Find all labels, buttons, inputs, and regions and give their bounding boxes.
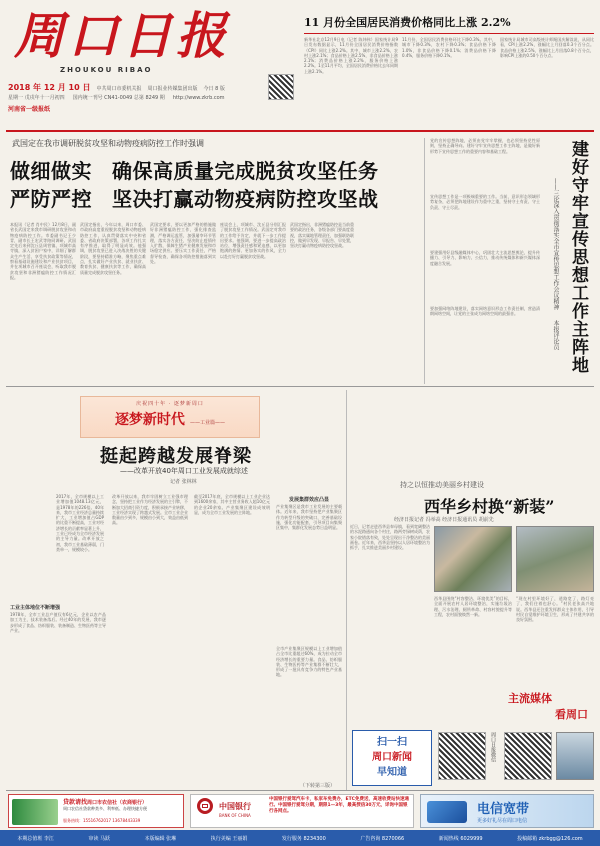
lead-column-3: 武国定要求，要以更加严格的措施做好非洲猪瘟防控工作，强化排查监测，严格调运监管，加强屠宰环节管理，落实各方责任，坚决防止疫情传入扩散，保障生猪产业健康发展和市场稳定供应。要压实工作责任，严格督导检查，确保各项防控措施落到实处。 — [150, 222, 216, 265]
feature-byline: 记者 张林林 — [170, 479, 197, 485]
cpi-column-2: 11月份，全国居民消费价格环比下降0.3%。其中，城市下降0.3%，农村下降0.3%；食品价格下降1.0%，非食品价格下降0.1%；消费品价格下降0.4%，服务价格下降0.1%。 — [402, 37, 496, 58]
footer-item-2: 审读 马跃 — [88, 835, 111, 842]
feature-banner-main: 逐梦新时代 — [114, 412, 185, 428]
footer-item-7: 新闻热线 6029999 — [438, 835, 483, 842]
qr-code-icon — [268, 74, 294, 100]
loan-desc: 周口农信社贷款种类多、利率低、办理快捷方便 — [63, 806, 147, 811]
feature-column-4: 截至2017年底，全市规模以上工业企业达到1600余家，其中主营业务收入超10亿元的企业20余家。产业集聚区建设成效明显，成为全市工业发展的主阵地。 — [194, 494, 270, 515]
lead-column-5: 武国定指出，非洲猪瘟防控是当前重要的政治任务，各级各部门要高度重视，落实属地管理责任，加强联防联控，做到早发现、早报告、早处置，坚决打赢动物疫病防控攻坚战。 — [290, 222, 354, 249]
sponsor-2: 周口报业传媒集团出版 — [147, 86, 198, 92]
village-photo-2 — [516, 526, 594, 592]
telecom-ad[interactable] — [420, 794, 594, 828]
loan-title: 贷款请找 — [63, 799, 88, 806]
boc-name: 中国银行 — [219, 801, 251, 811]
masthead-info — [8, 82, 298, 113]
scan-line-3: 早知道 — [377, 767, 407, 778]
telecom-title: 电信宽带 — [477, 802, 530, 817]
commentary-author: 本报评论员 — [552, 320, 559, 350]
cpi-column-1: 新华社北京12月9日电（记者 陈炜伟）国家统计局9日发布数据显示，11月份全国居民消费价格指数（CPI）同比上涨2.2%。其中，城市上涨2.2%，农村上涨2.1%；食品价格上涨2.5%，非食品价格上涨2.1%；消费品价格上涨2.2%，服务价格上涨2.2%。1至11月平均，全国居民消费价格比去年同期上涨2.1%。 — [304, 37, 398, 74]
footer-item-5: 发行服务 8234300 — [281, 835, 326, 842]
promo-mainstream: 主流媒体 — [508, 692, 552, 705]
lead-headline-left-2: 严防严控 — [10, 187, 92, 211]
feature-subhead: ——改革开放40年周口工业发展成就综述 — [120, 467, 248, 475]
feature-column-6: 全市产业集聚区规模以上工业增加值占全市比重超过60%，成为拉动全市经济增长的重要力量。食品、纺织服装、生物医药等产业集群不断壮大，形成了一批具有竞争力的特色产业基地。 — [276, 646, 342, 678]
footer-bar — [0, 830, 600, 846]
loan-ad[interactable] — [8, 794, 184, 828]
issue-info: 国内统一刊号 CN41-0049 总第 8249 期 — [72, 95, 165, 101]
mainstream-promo — [508, 690, 594, 724]
village-column-1: 近日，记者走进西华县奉母镇，看到宽阔整洁的水泥路通向各个村庄，路两旁绿树成荫，农家小院错落有致，处处呈现出干净整洁的美丽画卷。近年来，西华县坚持以人居环境整治为抓手，扎实推进美丽乡村建设。 — [350, 524, 430, 551]
lunar-date: 星期一 戊戌年十一月初四 — [8, 95, 65, 101]
lead-column-4: 座谈会上，项城市、沈丘县分别汇报了脱贫攻坚工作情况。武国定对我市的工作给予肯定，并就下一步工作提出要求。他强调，要进一步提高政治站位，增强责任感和紧迫感，以更加饱满的热情、更加务实的作风，全力以赴打好打赢脱贫攻坚战。 — [220, 222, 286, 259]
lead-column-1: 本报讯（记者 肖中民）12月8日，副省长武国定来我市调研脱贫攻坚和动物疫病防控工作。市委副书记王少青，副市长王宏武等陪同调研。武国定先后来到沈丘县周营镇、项城市高寺镇，深入贫困户家中，详细了解群众生产生活、享受扶贫政策等情况，察看基础设施建设和产业扶贫项目，并在项城市召开座谈会，听取我市脱贫攻坚和非洲猪瘟防控工作情况汇报。 — [10, 222, 76, 280]
commentary-column-1: 党的宣传思想阵地，必须由党牢牢掌握，也必须坚持党性原则，坚持正确导向。建好守牢宣传思想工作主阵地，是做好新形势下宣传思想工作的重要内容和基础工程。 — [430, 138, 540, 154]
scan-promo — [352, 730, 432, 786]
commentary-column-2: 宣传思想工作是一项极端重要的工作。当前，意识形态领域形势复杂，必须把阵地建设作为重中之重，坚持守土有责、守土负责、守土尽责。 — [430, 194, 540, 210]
footer-item-6: 广告咨询 8270066 — [360, 835, 405, 842]
village-headline: 西华乡村换“新装” — [424, 497, 555, 516]
cpi-column-3: 国家统计局城市司高级统计师绳国庆解读说，从同比看，CPI上涨2.2%，涨幅比上月回落0.3个百分点。食品价格上涨2.5%，涨幅比上月回落0.8个百分点，影响CPI上涨约0.50个百分点。 — [500, 37, 594, 58]
pages-today: 今日 8 版 — [203, 86, 225, 92]
paper-grade: 河南省一级报纸 — [8, 106, 51, 114]
feature-column-1: 2017年，全市规模以上工业增加值1048.13亿元，是1978年的226倍。40年来，我市工业经济总量持续扩大，工业增加值占GDP的比重不断提高，工业对经济增长的贡献率显著上升，工业已经成为全市经济发展的主导力量。改革开放之初，我市工业基础薄弱，门类单一，规模较小。 — [56, 494, 104, 552]
scan-line-2: 周口新闻 — [372, 752, 412, 763]
commentary-column-3: 要建强用好县级融媒体中心，巩固壮大主流思想舆论，提升传播力、引导力、影响力、公信力，推动传统媒体和新兴媒体深度融合发展。 — [430, 250, 540, 266]
qr-code-zhoukou-news-icon[interactable] — [438, 732, 486, 780]
qr-code-wechat-icon[interactable] — [504, 732, 552, 780]
village-column-3: “现在村里环境好了，道路宽了，路灯亮了，我们住着也舒心。”村民老张高兴地说。西华县还注重发挥群众主体作用，引导村民自觉维护环境卫生，形成了共建共享的良好氛围。 — [516, 596, 594, 623]
telecom-logo-icon — [427, 801, 467, 823]
loan-card-icon — [12, 799, 58, 825]
boc-ad[interactable] — [190, 794, 414, 828]
lead-kicker: 武国定在我市调研脱贫攻坚和动物疫病防控工作时强调 — [12, 139, 204, 148]
village-kicker: 持之以恒推动美丽乡村建设 — [400, 481, 484, 489]
lead-headline-right-2: 坚决打赢动物疫病防控攻坚战 — [112, 187, 379, 211]
boc-logo-icon — [197, 798, 213, 814]
date-line: 2018 年 12 月 10 日 — [8, 83, 91, 92]
sponsor-1: 中共周口市委机关报 — [96, 86, 142, 92]
building-photo — [556, 732, 594, 780]
telecom-sub: 更多好礼尽在周口电信 — [477, 818, 528, 824]
masthead-subtitle: ZHOUKOU RIBAO — [60, 66, 153, 74]
promo-see-zhoukou: 看周口 — [555, 708, 588, 721]
loan-bank: 周口市农信社（农商银行） — [87, 800, 148, 806]
feature-continued: （下转第三版） — [300, 783, 336, 789]
boc-en: BANK OF CHINA — [219, 813, 251, 818]
masthead-title: 周口日报 — [14, 6, 230, 65]
feature-column-2: 1978年，全市工业总产值仅有6亿元，企业以农产品加工为主，技术装备落后。经过40年的发展，我市逐步形成了食品、纺织服装、装备制造、生物医药等主导产业。 — [10, 612, 106, 633]
feature-column-3: 改革开放以来，我市牢固树立工业强市理念，坚持把工业作为经济发展的主引擎，不断加大招商引资力度，积极承接产业转移，工业经济实现了跨越式发展。全市工业企业数量由少到多，规模由小到大，效益由低到高。 — [112, 494, 188, 526]
feature-headline: 挺起跨越发展脊梁 — [100, 446, 252, 467]
promo-app-label-wrap — [490, 732, 500, 782]
cpi-headline: 11 月份全国居民消费价格同比上涨 2.2% — [304, 16, 511, 29]
footer-item-3: 本版编辑 张琳 — [144, 835, 177, 842]
village-byline: 经济日报记者 冯举高 经济日报通讯员 胡前先 — [394, 517, 494, 523]
footer-item-1: 本期总值班 李江 — [17, 835, 54, 842]
website: http://www.zkrb.com — [172, 95, 225, 101]
commentary-column-4: 要加强网络阵地建设，落实网络意识形态工作责任制，营造清朗网络空间，让党的主张成为网络空间的最强音。 — [430, 306, 540, 317]
lead-headline-right-1: 确保高质量完成脱贫攻坚任务 — [112, 159, 379, 183]
boc-text: 中国银行爱驾汽车卡，私家车免费办，ETC免费送，高速收费站快速通行。中国银行爱驾分期，期限1—3年，最高授信30万元，详询中国银行各网点。 — [269, 797, 409, 814]
commentary-vertical-subtitle: ——三论深入贯彻落实全市宣传思想工作会议精神 — [552, 178, 559, 310]
commentary-vertical-title: 建好守牢宣传思想工作主阵地 — [568, 140, 588, 374]
village-column-2: 西华县围绕“村容整洁、环境优美”的目标，全面开展农村人居环境整治，实施垃圾治理、污水治理、厕所革命、村容村貌提升等工程，农村面貌焕然一新。 — [434, 596, 512, 617]
commentary-body — [430, 138, 540, 358]
feature-banner — [80, 396, 260, 438]
lead-column-2: 武国定指出，今年以来，周口市委、市政府高度重视脱贫攻坚和动物疫病防控工作，认真贯彻落实中央和省委、省政府决策部署，各项工作扎实有序推进，取得了明显成效。他强调，脱贫攻坚已进入决战决胜的关键阶段，要坚持精准方略，聚焦重点难点，扎实做好产业扶贫、就业扶贫、教育扶贫、健康扶贫等工作，确保高质量完成脱贫攻坚任务。 — [80, 222, 146, 275]
feature-column-5: 产业集聚区是我市工业发展的主要载体。近年来，我市坚持把产业集聚区作为转型升级的突破口，完善基础设施，强化功能配套，引导项目向集聚区集中，集群化发展态势日益明显。 — [276, 504, 342, 531]
footer-item-8: 投稿邮箱 zkrbgg@126.com — [517, 835, 583, 842]
village-photo-1 — [434, 526, 512, 592]
feature-banner-top: 庆祝四十年 · 逐梦新周口 — [136, 401, 204, 407]
feature-section-head-2: 发展集群效应凸显 — [288, 497, 329, 503]
promo-app-label: 周口日报微信 — [490, 732, 496, 762]
loan-phone: 服务热线：15516762017 13678443339 — [63, 818, 141, 823]
footer-item-4: 执行美编 王丽娟 — [210, 835, 248, 842]
feature-section-head-1: 工业主体地位不断增强 — [10, 605, 61, 611]
lead-headline-left-1: 做细做实 — [10, 159, 92, 183]
feature-banner-tag: ——工业篇—— — [190, 420, 226, 426]
scan-line-1: 扫一扫 — [377, 737, 407, 748]
